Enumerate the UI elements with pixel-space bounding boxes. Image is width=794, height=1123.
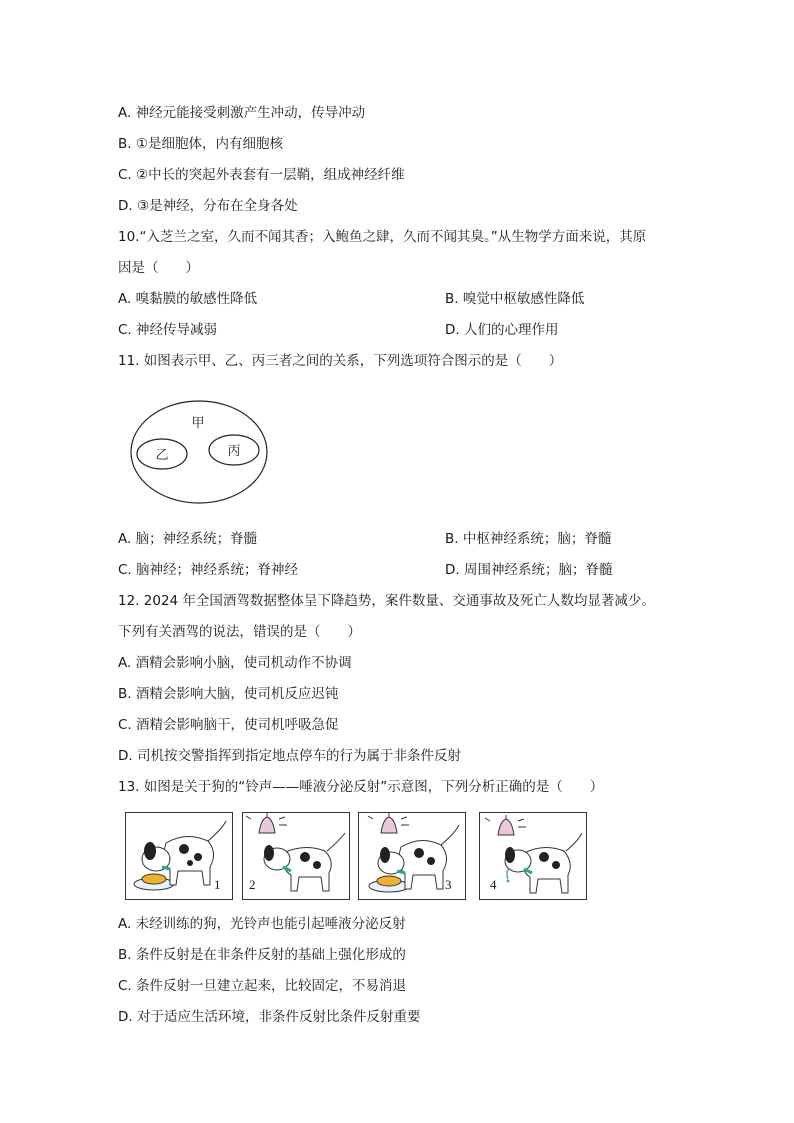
panel-number-1: 1 xyxy=(214,877,221,892)
q11-option-c: C. 脑神经；神经系统；脊神经 xyxy=(118,562,299,578)
panel-number-2: 2 xyxy=(249,877,256,892)
q11-option-b: B. 中枢神经系统；脑；脊髓 xyxy=(445,531,612,547)
q12-stem-line1: 12. 2024 年全国酒驾数据整体呈下降趋势，案件数量、交通事故及死亡人数均显著减少。 xyxy=(118,593,655,609)
dog-panel-2 xyxy=(242,812,350,900)
q9-option-b: B. ①是细胞体，内有细胞核 xyxy=(118,136,283,152)
q10-option-b: B. 嗅觉中枢敏感性降低 xyxy=(445,291,585,307)
venn-label-outer: 甲 xyxy=(191,416,205,431)
q11-stem: 11. 如图表示甲、乙、丙三者之间的关系，下列选项符合图示的是（ ） xyxy=(118,353,563,369)
q10-stem-line1: 10.“入芝兰之室，久而不闻其香；入鲍鱼之肆，久而不闻其臭。”从生物学方面来说，其原 xyxy=(118,229,647,245)
q13-option-d: D. 对于适应生活环境，非条件反射比条件反射重要 xyxy=(118,1009,421,1025)
q12-option-a: A. 酒精会影响小脑，使司机动作不协调 xyxy=(118,655,352,671)
q10-option-a: A. 嗅黏膜的敏感性降低 xyxy=(118,291,258,307)
venn-label-left: 乙 xyxy=(155,448,169,463)
q12-option-d: D. 司机按交警指挥到指定地点停车的行为属于非条件反射 xyxy=(118,748,461,764)
q11-option-d: D. 周围神经系统；脑；脊髓 xyxy=(445,562,613,578)
q9-option-d: D. ③是神经，分布在全身各处 xyxy=(118,198,298,214)
dog-panel-4 xyxy=(479,812,587,900)
venn-diagram xyxy=(127,398,277,508)
q13-option-a: A. 未经训练的狗，光铃声也能引起唾液分泌反射 xyxy=(118,916,406,932)
dog-panel-3 xyxy=(358,812,466,900)
q12-stem-line2: 下列有关酒驾的说法，错误的是（ ） xyxy=(118,624,361,640)
q9-option-c: C. ②中长的突起外表套有一层鞘，组成神经纤维 xyxy=(118,167,405,183)
q13-option-b: B. 条件反射是在非条件反射的基础上强化形成的 xyxy=(118,947,406,963)
q10-stem-line2: 因是（ ） xyxy=(118,260,199,276)
q13-stem: 13. 如图是关于狗的“铃声——唾液分泌反射”示意图，下列分析正确的是（ ） xyxy=(118,779,604,795)
q10-option-d: D. 人们的心理作用 xyxy=(445,322,559,338)
dog-panel-1 xyxy=(125,812,233,900)
q10-option-c: C. 神经传导减弱 xyxy=(118,322,218,338)
panel-number-4: 4 xyxy=(490,877,497,892)
q12-option-b: B. 酒精会影响大脑，使司机反应迟钝 xyxy=(118,686,339,702)
venn-label-right: 丙 xyxy=(227,444,241,459)
q11-option-a: A. 脑；神经系统；脊髓 xyxy=(118,531,258,547)
q9-option-a: A. 神经元能接受刺激产生冲动，传导冲动 xyxy=(118,105,366,121)
q12-option-c: C. 酒精会影响脑干，使司机呼吸急促 xyxy=(118,717,339,733)
q13-option-c: C. 条件反射一旦建立起来，比较固定，不易消退 xyxy=(118,978,407,994)
dog-bell-illustration xyxy=(243,813,349,899)
panel-number-3: 3 xyxy=(445,877,452,892)
